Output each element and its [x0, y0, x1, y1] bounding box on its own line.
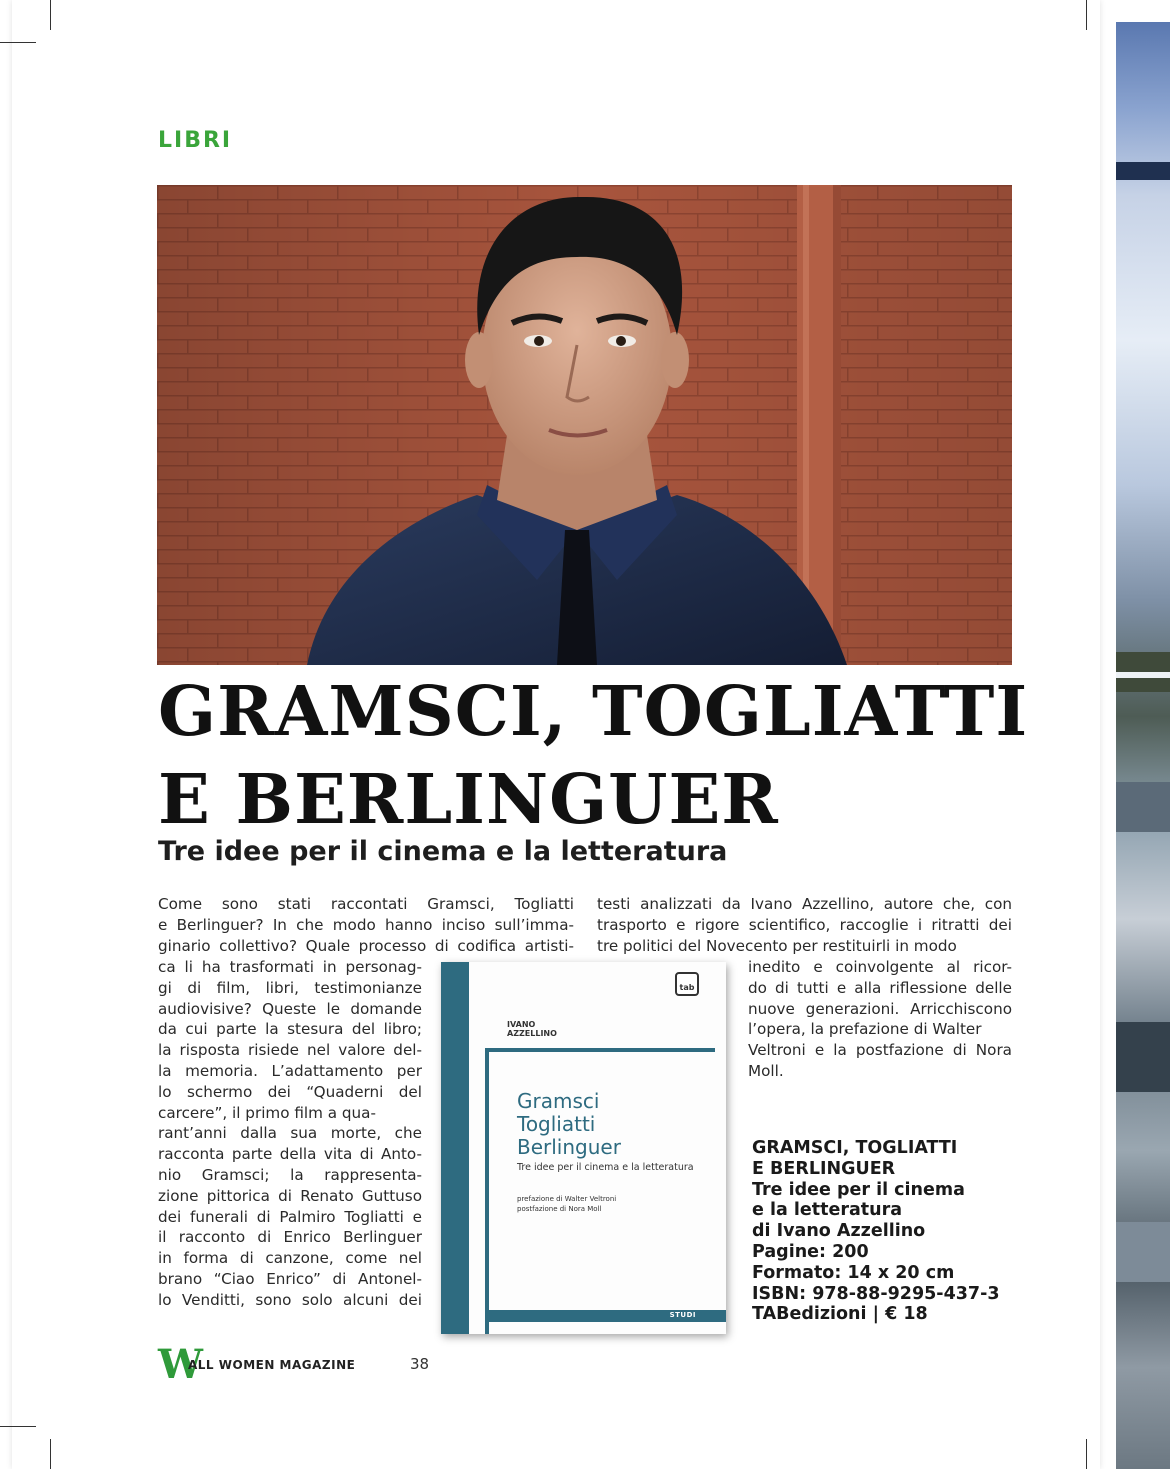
book-info	[752, 1138, 1000, 1325]
body-line: zione pittorica di Renato Guttuso	[158, 1186, 422, 1205]
book-info-line: GRAMSCI, TOGLIATTI	[752, 1138, 958, 1158]
cover-author-line: IVANO	[507, 1020, 536, 1029]
cover-inner-line	[485, 1048, 489, 1334]
body-line: brano “Ciao Enrico” di Antonel-	[158, 1269, 422, 1288]
cover-title-line: Togliatti	[517, 1112, 596, 1136]
body-line: e Berlinguer? In che modo hanno inciso sull’imma-	[158, 915, 574, 934]
crop-mark	[50, 1439, 51, 1469]
author-portrait-photo	[157, 185, 1012, 665]
headline-line: E BERLINGUER	[158, 760, 779, 840]
body-line: racconta parte della vita di Anto-	[158, 1145, 422, 1164]
body-line: rant’anni dalla sua morte, che	[158, 1124, 422, 1143]
next-page-preview	[1116, 22, 1170, 1469]
body-line: ca li ha trasformati in personag-	[158, 958, 422, 976]
article-headline	[158, 668, 1058, 844]
book-info-line: di Ivano Azzellino	[752, 1221, 926, 1242]
body-col2-rest	[748, 957, 1012, 1082]
portrait-illustration	[157, 185, 1012, 665]
body-line: la memoria. L’adattamento per	[158, 1061, 422, 1080]
body-line: ginario collettivo? Quale processo di codifica artisti-	[158, 936, 574, 955]
cover-title-line: Berlinguer	[517, 1135, 621, 1159]
body-line: la risposta risiede nel valore del-	[158, 1041, 422, 1060]
magazine-name: ALL WOMEN MAGAZINE	[188, 1358, 356, 1372]
body-line: Veltroni e la postfazione di Nora	[748, 1041, 1012, 1060]
body-col1-rest	[158, 957, 422, 1311]
magazine-logo-letter: W	[158, 1341, 203, 1388]
cover-series-label: STUDI	[669, 1311, 696, 1319]
body-line: tre politici del Novecento per restituirli in modo	[597, 936, 957, 955]
headline-line: GRAMSCI, TOGLIATTI	[158, 672, 1029, 752]
body-line: gi di film, libri, testimonianze	[158, 978, 422, 997]
body-line: dei funerali di Palmiro Togliatti e	[158, 1207, 422, 1226]
body-line: testi analizzati da Ivano Azzellino, autore che, con	[597, 895, 1012, 913]
publisher-logo	[675, 972, 699, 996]
cover-title-line: Gramsci	[517, 1089, 600, 1113]
article-subtitle: Tre idee per il cinema e la letteratura	[158, 836, 728, 867]
crop-mark	[0, 1426, 36, 1427]
book-info-line: ISBN: 978-88-9295-437-3	[752, 1283, 1000, 1304]
body-line: nio Gramsci; la rappresenta-	[158, 1165, 422, 1184]
crop-mark	[1086, 0, 1087, 30]
cover-credit-line: postfazione di Nora Moll	[517, 1205, 602, 1213]
section-label: LIBRI	[158, 128, 233, 153]
body-line: lo Venditti, sono solo alcuni dei	[158, 1290, 422, 1309]
cover-credit-line: prefazione di Walter Veltroni	[517, 1195, 617, 1203]
body-line: l’opera, la prefazione di Walter	[748, 1020, 982, 1039]
cover-inner-line	[485, 1048, 715, 1052]
body-line: carcere”, il primo film a qua-	[158, 1103, 376, 1122]
publisher-logo-text: tab	[679, 983, 695, 992]
crop-mark	[1086, 1439, 1087, 1469]
body-line: il racconto di Enrico Berlinguer	[158, 1228, 422, 1247]
book-info-line: Pagine: 200	[752, 1241, 869, 1262]
book-info-line: TABedizioni | € 18	[752, 1304, 928, 1325]
cover-author	[507, 1020, 557, 1038]
body-line: lo schermo dei “Quaderni del	[158, 1082, 422, 1101]
body-line: Come sono stati raccontati Gramsci, Togliatti	[158, 895, 574, 913]
cover-accent-bar	[441, 962, 469, 1334]
cover-credits	[517, 1194, 616, 1214]
cover-author-line: AZZELLINO	[507, 1029, 557, 1038]
cover-subtitle: Tre idee per il cinema e la letteratura	[517, 1162, 694, 1173]
book-cover	[441, 962, 726, 1334]
body-line: Moll.	[748, 1061, 784, 1080]
body-line: da cui parte la stesura del libro;	[158, 1020, 422, 1039]
crop-mark	[50, 0, 51, 30]
cover-title	[517, 1090, 621, 1159]
cover-series-band	[489, 1310, 726, 1322]
crop-mark	[0, 42, 36, 43]
body-line: trasporto e rigore scientifico, raccoglie i ritratti dei	[597, 915, 1012, 934]
body-line: audiovisive? Queste le domande	[158, 999, 422, 1018]
body-col1-top	[158, 894, 574, 956]
body-line: in forma di canzone, come nel	[158, 1249, 422, 1268]
book-info-line: Formato: 14 x 20 cm	[752, 1262, 955, 1283]
page-number: 38	[410, 1355, 430, 1373]
body-line: inedito e coinvolgente al ricor-	[748, 958, 1012, 976]
book-info-line: E BERLINGUER	[752, 1158, 896, 1179]
body-col2-top	[597, 894, 1012, 956]
book-info-line: Tre idee per il cinema	[752, 1179, 965, 1200]
body-line: do di tutti e alla riflessione delle	[748, 978, 1012, 997]
body-line: nuove generazioni. Arricchiscono	[748, 999, 1012, 1018]
book-info-line: e la letteratura	[752, 1200, 903, 1221]
